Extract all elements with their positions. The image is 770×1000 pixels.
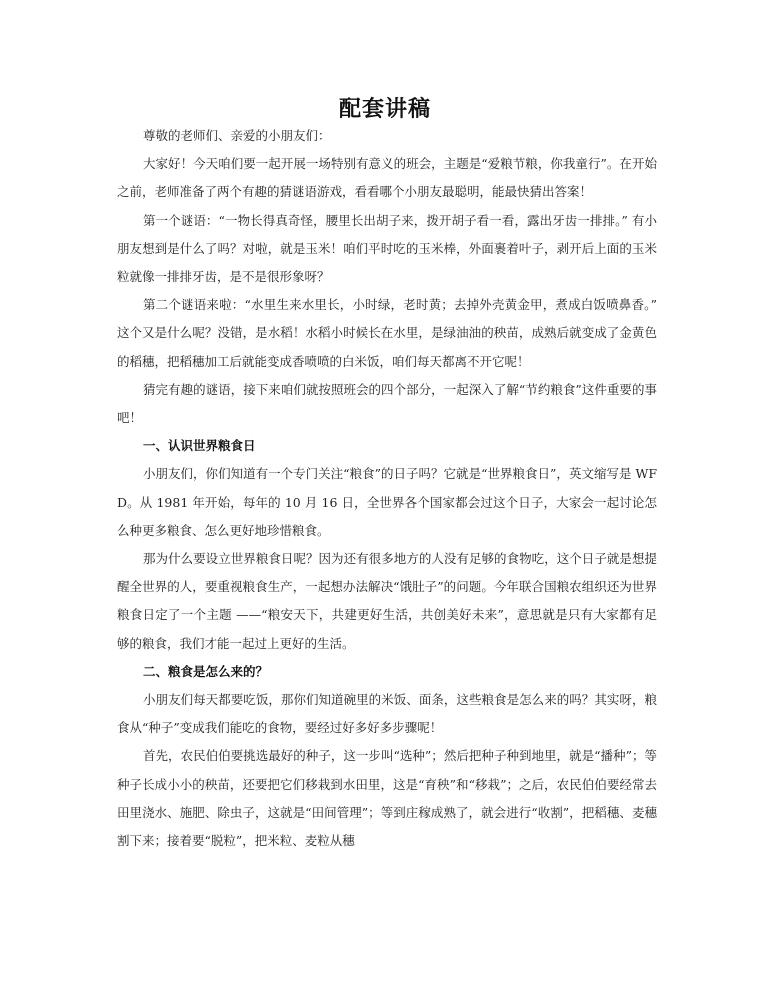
document-body <box>117 122 657 855</box>
riddle-two-paragraph: 第二个谜语来啦：“水里生来水里长，小时绿，老时黄；去掉外壳黄金甲，煮成白饭喷鼻香。” 这个又是什么呢？没错，是水稻！水稻小时候长在水里，是绿油油的秧苗，成熟后就变成了金黄色的稻穗，把稻穗加工后就能变成香喷喷的白米饭，咱们每天都离不开它呢！ <box>117 297 657 369</box>
riddle-one-paragraph: 第一个谜语：“一物长得真奇怪，腰里长出胡子来，拨开胡子看一看，露出牙齿一排排。” 有小朋友想到是什么了吗？对啦，就是玉米！咱们平时吃的玉米棒，外面裹着叶子，剥开后上面的玉米粒就像一排排牙齿，是不是很形象呀？ <box>117 212 657 285</box>
section1-paragraph: 小朋友们，你们知道有一个专门关注“粮食”的日子吗？它就是“世界粮食日”，英文缩写是 WFD。从 1981 年开始，每年的 10 月 16 日，全世界各个国家都会过这个日子，大家会一起讨论怎么种更多粮食、怎么更好地珍惜粮食。 <box>117 466 657 538</box>
section2-paragraph: 小朋友们每天都要吃饭，那你们知道碗里的米饭、面条，这些粮食是怎么来的吗？其实呀，粮食从“种子”变成我们能吃的食物，要经过好多好多步骤呢！ <box>117 692 657 736</box>
intro-paragraph: 大家好！今天咱们要一起开展一场特别有意义的班会，主题是“爱粮节粮，你我童行”。在开始之前，老师准备了两个有趣的猜谜语游戏，看看哪个小朋友最聪明，能最快猜出答案！ <box>117 156 657 200</box>
transition-paragraph: 猜完有趣的谜语，接下来咱们就按照班会的四个部分，一起深入了解“节约粮食”这件重要的事吧！ <box>117 381 657 426</box>
greeting: 尊敬的老师们、亲爱的小朋友们： <box>143 128 331 143</box>
section2-paragraph: 首先，农民伯伯要挑选最好的种子，这一步叫“选种”；然后把种子种到地里，就是“播种”；等种子长成小小的秧苗，还要把它们移栽到水田里，这是“育秧”和“移栽”；之后，农民伯伯要经常去田里浇水、施肥、除虫子，这就是“田间管理”；等到庄稼成熟了，就会进行“收割”，把稻穗、麦穗割下来；接着要“脱粒”，把米粒、麦粒从穗 <box>117 748 657 849</box>
section-heading-food-origin: 二、粮食是怎么来的？ <box>143 663 269 679</box>
page-title: 配套讲稿 <box>338 96 431 122</box>
section1-paragraph: 那为什么要设立世界粮食日呢？因为还有很多地方的人没有足够的食物吃，这个日子就是想提醒全世界的人，要重视粮食生产，一起想办法解决“饿肚子”的问题。今年联合国粮农组织还为世界粮食日定了一个主题 ——“粮安天下，共建更好生活，共创美好未来”，意思就是只有大家都有足够的粮食，我们才能一起过上更好的生活。 <box>117 551 657 651</box>
section-heading-world-food-day: 一、认识世界粮食日 <box>143 438 256 454</box>
